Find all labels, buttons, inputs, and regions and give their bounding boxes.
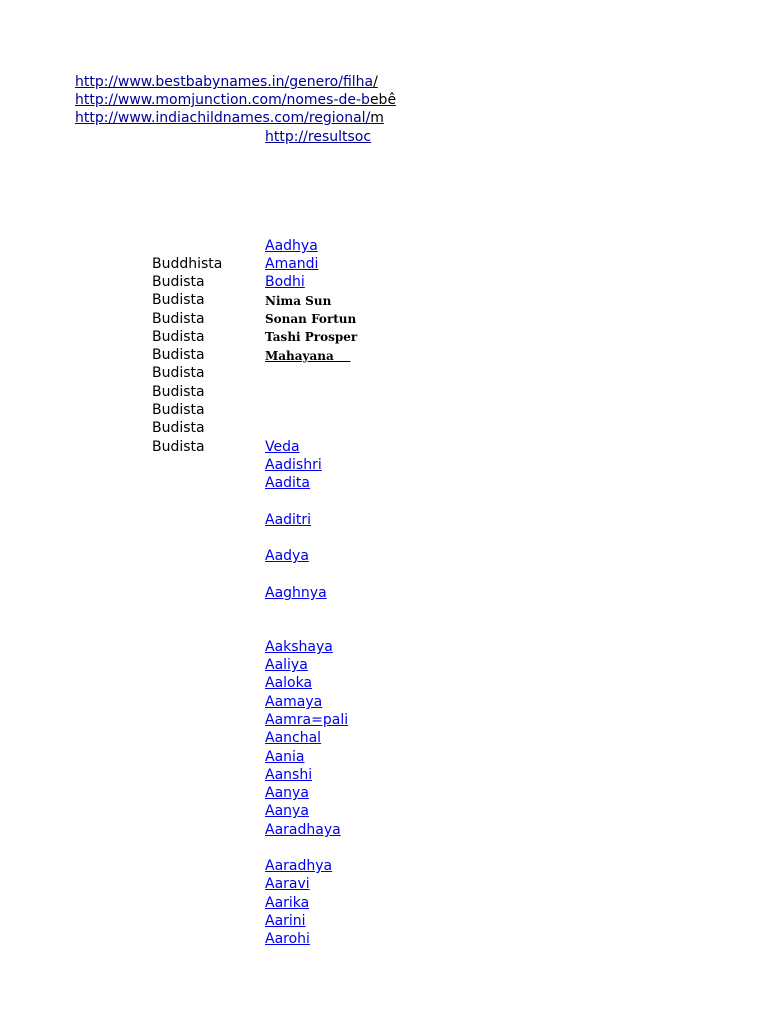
name-link[interactable]: Amandi: [265, 256, 319, 272]
name-link[interactable]: Aarini: [265, 913, 306, 929]
name-link[interactable]: Aarika: [265, 895, 310, 911]
name-link[interactable]: Aadishri: [265, 457, 322, 473]
religion-cell: Budista: [152, 347, 205, 363]
name-link[interactable]: Aarohi: [265, 931, 310, 947]
name-link[interactable]: Aaradhya: [265, 858, 333, 874]
name-link[interactable]: Aaloka: [265, 675, 313, 691]
name-link[interactable]: Bodhi: [265, 274, 305, 290]
name-link[interactable]: Aanchal: [265, 730, 322, 746]
name-text: Mahayana: [265, 349, 334, 363]
name-link[interactable]: Aaditri: [265, 512, 312, 528]
url-link[interactable]: http://www.momjunction.com/nomes-de-bebê: [75, 92, 397, 108]
religion-cell: Budista: [152, 311, 205, 327]
religion-cell: Budista: [152, 402, 205, 418]
name-text: Sonan Fortun: [265, 312, 357, 326]
name-link[interactable]: Aadita: [265, 475, 311, 491]
religion-cell: Budista: [152, 292, 205, 308]
name-link[interactable]: Aadhya: [265, 238, 318, 254]
religion-cell: Budista: [152, 274, 205, 290]
name-link[interactable]: Aaliya: [265, 657, 308, 673]
name-link[interactable]: Aakshaya: [265, 639, 333, 655]
name-link[interactable]: Veda: [265, 439, 300, 455]
religion-cell: Buddhista: [152, 256, 223, 272]
name-text: Nima Sun: [265, 294, 332, 308]
url-link[interactable]: http://resultsoc: [265, 129, 372, 145]
religion-cell: Budista: [152, 439, 205, 455]
religion-cell: Budista: [152, 420, 205, 436]
name-link[interactable]: Aaradhaya: [265, 822, 341, 838]
url-link[interactable]: http://www.bestbabynames.in/genero/filha/: [75, 74, 378, 90]
name-link[interactable]: Aamaya: [265, 694, 323, 710]
name-text: Tashi Prosper: [265, 330, 358, 344]
url-link[interactable]: http://www.indiachildnames.com/regional/m: [75, 110, 384, 126]
name-link[interactable]: Aanya: [265, 803, 309, 819]
religion-cell: Budista: [152, 365, 205, 381]
name-link[interactable]: Aanya: [265, 785, 309, 801]
religion-cell: Budista: [152, 384, 205, 400]
name-link[interactable]: Aanshi: [265, 767, 313, 783]
religion-cell: Budista: [152, 329, 205, 345]
name-link[interactable]: Aadya: [265, 548, 309, 564]
name-link[interactable]: Aaravi: [265, 876, 310, 892]
name-link[interactable]: Aaghnya: [265, 585, 327, 601]
name-link[interactable]: Aania: [265, 749, 305, 765]
name-link[interactable]: Aamra=pali: [265, 712, 349, 728]
